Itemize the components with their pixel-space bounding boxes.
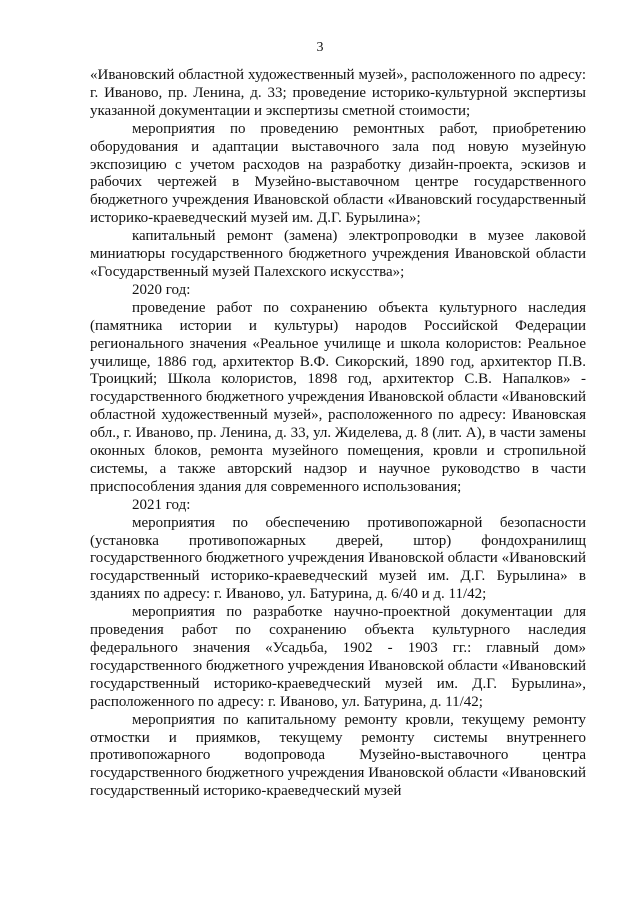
paragraph: «Ивановский областной художественный музей», расположенного по адресу: г. Иваново, пр. Ленина, д. 33; проведение историко-культурной экспертизы указанной документации и экспертизы сметной стоимости; [90, 67, 586, 119]
year-heading: 2021 год: [132, 496, 191, 513]
paragraph: мероприятия по разработке научно-проектной документации для проведения работ по сохранению объекта культурного наследия федерального значения «Усадьба, 1902 - 1903 гг.: главный дом» государственного бюджетного учреждения Ивановской области «Ивановский государственный историко-краеведческий музей им. Д.Г. Бурылина», расположенного по адресу: г. Иваново, ул. Батурина, д. 11/42; [90, 604, 586, 710]
paragraph: мероприятия по обеспечению противопожарной безопасности (установка противопожарных дверей, штор) фондохранилищ государственного бюджетного учреждения Ивановской области «Ивановский государственный историко-краеведческий музей им. Д.Г. Бурылина» в зданиях по адресу: г. Иваново, ул. Батурина, д. 6/40 и д. 11/42; [90, 514, 586, 603]
paragraph: капитальный ремонт (замена) электропроводки в музее лаковой миниатюры государственного бюджетного учреждения Ивановской области «Государственный музей Палехского искусства»; [90, 228, 586, 280]
page-number: 3 [316, 40, 324, 55]
paragraph: проведение работ по сохранению объекта культурного наследия (памятника истории и культуры) народов Российской Федерации регионального значения «Реальное училище и школа колористов: Реальное училище, 1886 год, архитектор В.Ф. Сикорский, 1890 год, архитектор П.В. Троицкий; Школа колористов, 1898 год, архитектор С.В. Напалков» - государственного бюджетного учреждения Ивановской области «Ивановский областной художественный музей», расположенного по адресу: Ивановская обл., г. Иваново, пр. Ленина, д. 33, ул. Жиделева, д. 8 (лит. А), в части замены оконных блоков, ремонта музейного помещения, кровли и стропильной системы, а также авторский надзор и научное руководство в части приспособления здания для современного использования; [90, 299, 586, 495]
document-body [90, 67, 586, 801]
year-heading: 2020 год: [132, 281, 191, 298]
paragraph: мероприятия по проведению ремонтных работ, приобретению оборудования и адаптации выставочного зала под новую музейную экспозицию с учетом расходов на разработку дизайн-проекта, эскизов и рабочих чертежей в Музейно-выставочном центре государственного бюджетного учреждения Ивановской области «Ивановский государственный историко-краеведческий музей им. Д.Г. Бурылина»; [90, 120, 586, 227]
paragraph: мероприятия по капитальному ремонту кровли, текущему ремонту отмостки и приямков, текущему ремонту системы внутреннего противопожарного водопровода Музейно-выставочного центра государственного бюджетного учреждения Ивановской области «Ивановский государственный историко-краеведческий музей [90, 711, 586, 800]
